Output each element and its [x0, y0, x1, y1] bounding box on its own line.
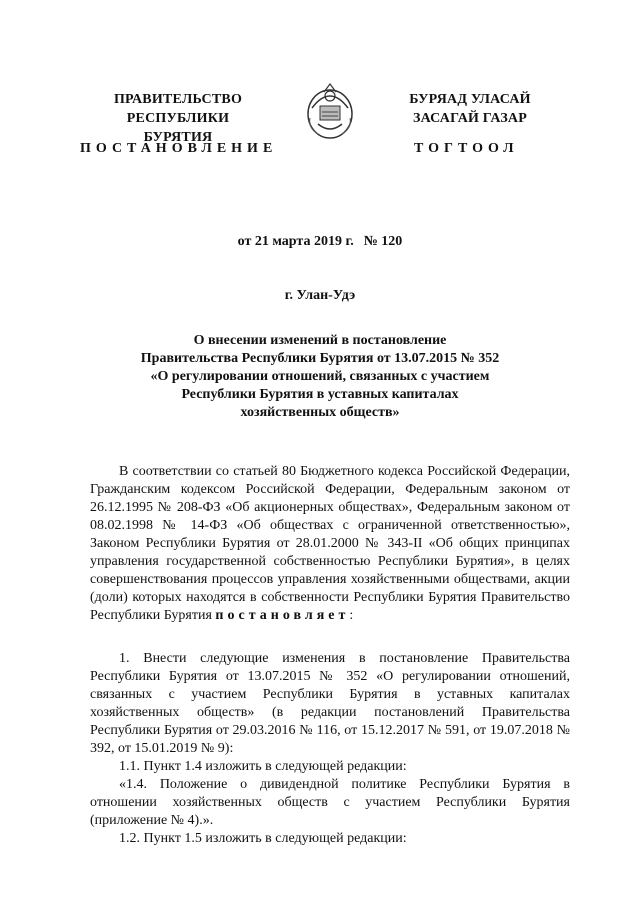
title-line-3: «О регулировании отношений, связанных с участием: [150, 369, 490, 384]
coat-of-arms-icon: [298, 78, 362, 142]
document-city: г. Улан-Удэ: [284, 288, 356, 303]
resolves-word: постановляет: [215, 608, 350, 623]
issuer-line-1: ПРАВИТЕЛЬСТВО: [113, 92, 243, 107]
issuer-buryat-line-1: БУРЯАД УЛАСАЙ: [409, 92, 531, 107]
preamble-text: В соответствии со статьей 80 Бюджетного кодекса Российской Федерации, Гражданским кодексом Российской Федерации, Федеральным законом от 26.12.1995 № 208-ФЗ «Об акционерных обществах», Федеральным законом от 08.02.1998 № 14-ФЗ «Об обществах с ограниченной ответственностью», Законом Республики Бурятия от 28.01.2000 № 343-II «Об общих принципах управления государственной собственностью Республики Бурятия», в целях совершенствования процессов управления хозяйственными обществами, акции (доли) которых находятся в собственности Республики Бурятия Правительство Республики Бурятия: [90, 464, 570, 623]
issuer-block-russian: [92, 90, 264, 147]
doc-type-buryat: ТОГТООЛ: [414, 141, 519, 156]
issuer-block-buryat: [392, 90, 548, 128]
resolution-items: [90, 650, 570, 848]
date-number-line: [0, 234, 640, 250]
item-1-2: 1.2. Пункт 1.5 изложить в следующей редакции:: [119, 831, 407, 846]
title-line-1: О внесении изменений в постановление: [193, 333, 447, 348]
title-line-4: Республики Бурятия в уставных капиталах: [181, 387, 459, 402]
item-1-1-text: «1.4. Положение о дивидендной политике Республики Бурятия в отношении хозяйственных обществ с участием Республики Бурятия (приложение № 4).».: [90, 777, 570, 828]
document-date: от 21 марта 2019 г.: [237, 234, 354, 249]
doc-type-russian: ПОСТАНОВЛЕНИЕ: [80, 141, 278, 156]
resolves-colon: :: [349, 608, 354, 623]
issuer-line-2: РЕСПУБЛИКИ БУРЯТИЯ: [126, 111, 230, 145]
issuer-buryat-line-2: ЗАСАГАЙ ГАЗАР: [412, 111, 527, 126]
document-title: [0, 332, 640, 422]
document-number: № 120: [363, 234, 403, 249]
item-1: 1. Внести следующие изменения в постановление Правительства Республики Бурятия от 13.07.2015 № 352 «О регулировании отношений, связанных с участием Республики Бурятия в уставных капиталах хозяйственных обществ» (в редакции постановлений Правительства Республики Бурятия от 29.03.2016 № 116, от 15.12.2017 № 591, от 19.07.2018 № 392, от 15.01.2019 № 9):: [90, 651, 570, 756]
emblem-graphic: [298, 78, 362, 142]
item-1-1: 1.1. Пункт 1.4 изложить в следующей редакции:: [119, 759, 407, 774]
title-line-5: хозяйственных обществ»: [240, 405, 400, 420]
title-line-2: Правительства Республики Бурятия от 13.07.2015 № 352: [140, 351, 500, 366]
preamble-paragraph: [90, 463, 570, 625]
